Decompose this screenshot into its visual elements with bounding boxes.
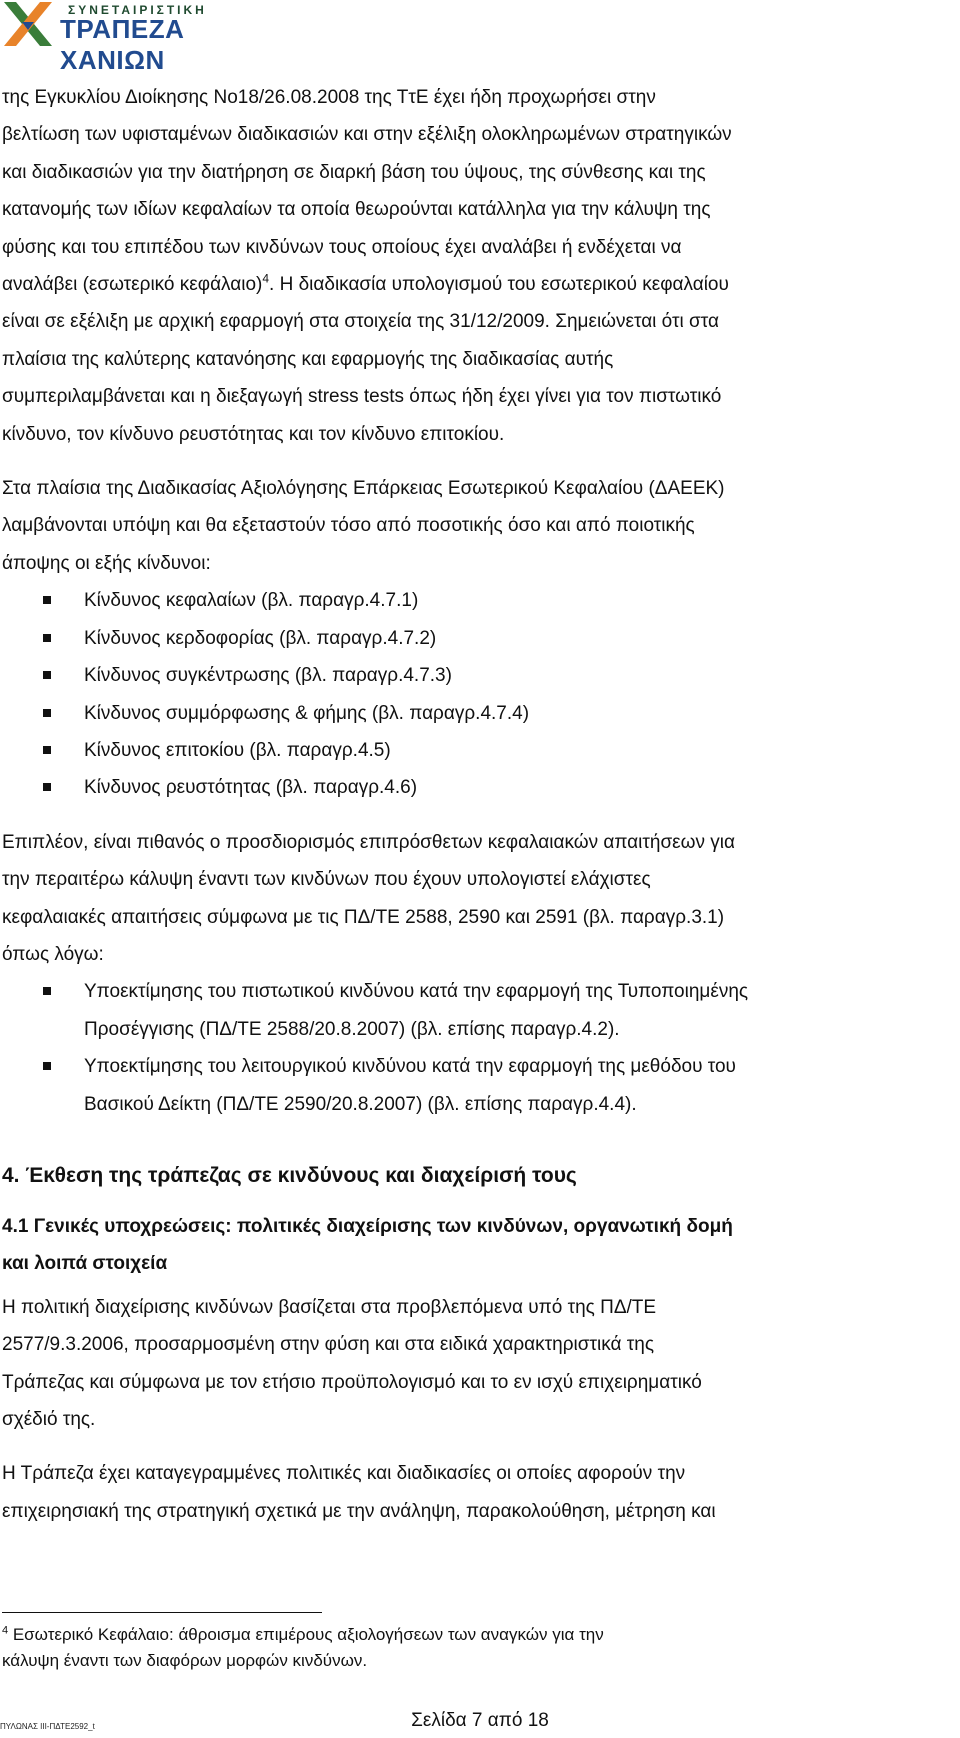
paragraph-additional-requirements xyxy=(2,824,958,974)
text-line: κεφαλαιακές απαιτήσεις σύμφωνα με τις ΠΔ/ΤΕ 2588, 2590 και 2591 (βλ. παραγρ.3.1) xyxy=(2,906,725,928)
paragraph-risk-policy xyxy=(2,1289,958,1439)
bank-logo xyxy=(0,0,260,75)
logo-mark-icon xyxy=(0,0,56,52)
bullet-square-icon xyxy=(43,987,51,995)
text-line: Η Τράπεζα έχει καταγεγραμμένες πολιτικές και διαδικασίες οι οποίες αφορούν την xyxy=(2,1463,686,1485)
text-line: Τράπεζας και σύμφωνα με τον ετήσιο προϋπολογισμό και το εν ισχύ επιχειρηματικό xyxy=(2,1371,702,1393)
text-line: Επιπλέον, είναι πιθανός ο προσδιορισμός επιπρόσθετων κεφαλαιακών απαιτήσεων για xyxy=(2,831,735,853)
paragraph-capital-process xyxy=(2,79,958,453)
text-segment: αναλάβει (εσωτερικό κεφάλαιο) xyxy=(2,274,263,296)
text-line: φύσης και του επιπέδου των κινδύνων τους οποίους έχει αναλάβει ή ενδέχεται να xyxy=(2,236,682,258)
section-heading-4: 4. Έκθεση της τράπεζας σε κινδύνους και διαχείρισή τους xyxy=(2,1163,577,1187)
risk-list xyxy=(2,582,958,806)
text-line: την περαιτέρω κάλυψη έναντι των κινδύνων που έχουν υπολογιστεί ελάχιστες xyxy=(2,869,651,891)
footnote-number: 4 xyxy=(2,1624,9,1637)
logo-subtitle: ΣΥΝΕΤΑΙΡΙΣΤΙΚΗ xyxy=(68,3,207,17)
text-line: είναι σε εξέλιξη με αρχική εφαρμογή στα στοιχεία της 31/12/2009. Σημειώνεται ότι στα xyxy=(2,311,719,333)
bullet-square-icon xyxy=(43,634,51,642)
bullet-square-icon xyxy=(43,1062,51,1070)
paragraph-procedures xyxy=(2,1455,958,1530)
logo-title: ΤΡΑΠΕΖΑ ΧΑΝΙΩΝ xyxy=(60,14,185,75)
footnote xyxy=(2,1622,958,1674)
text-line: όπως λόγω: xyxy=(2,943,104,965)
document-code: ΠΥΛΩΝΑΣ ΙΙΙ-ΠΔΤΕ2592_t xyxy=(0,1722,95,1731)
list-item: Κίνδυνος κεφαλαίων (βλ. παραγρ.4.7.1) xyxy=(2,582,958,619)
list-item: Κίνδυνος συγκέντρωσης (βλ. παραγρ.4.7.3) xyxy=(2,657,958,694)
text-line: και διαδικασιών για την διατήρηση σε διαρκή βάση του ύψους, της σύνθεσης και της xyxy=(2,161,706,183)
text-line xyxy=(2,266,958,303)
list-item: Κίνδυνος ρευστότητας (βλ. παραγρ.4.6) xyxy=(2,769,958,806)
list-item: Κίνδυνος επιτοκίου (βλ. παραγρ.4.5) xyxy=(2,732,958,769)
list-item: Κίνδυνος συμμόρφωσης & φήμης (βλ. παραγρ.4.7.4) xyxy=(2,695,958,732)
footnote-divider xyxy=(2,1612,322,1613)
section-heading-4-1 xyxy=(2,1208,958,1283)
text-line: άποψης οι εξής κίνδυνοι: xyxy=(2,552,211,574)
text-line: Η πολιτική διαχείρισης κινδύνων βασίζεται στα προβλεπόμενα υπό της ΠΔ/ΤΕ xyxy=(2,1296,657,1318)
text-line: λαμβάνονται υπόψη και θα εξεταστούν τόσο από ποσοτικής όσο και από ποιοτικής xyxy=(2,515,695,537)
footnote-line: $^4$ Εσωτερικό Κεφάλαιο: άθροισμα επιμέρους αξιολογήσεων των αναγκών για την xyxy=(2,1624,604,1644)
bullet-square-icon xyxy=(43,596,51,604)
list-item: Υποεκτίμησης του λειτουργικού κινδύνου κατά την εφαρμογή της μεθόδου του Βασικού Δείκτη (ΠΔ/ΤΕ 2590/20.8.2007) (βλ. επίσης παραγρ.4.4). xyxy=(2,1048,958,1123)
text-line: της Εγκυκλίου Διοίκησης Νο18/26.08.2008 της ΤτΕ έχει ήδη προχωρήσει στην xyxy=(2,87,656,108)
reason-list xyxy=(2,973,958,1123)
text-line: βελτίωση των υφισταμένων διαδικασιών και στην εξέλιξη ολοκληρωμένων στρατηγικών xyxy=(2,124,732,146)
text-line: κίνδυνο, τον κίνδυνο ρευστότητας και τον κίνδυνο επιτοκίου. xyxy=(2,423,505,445)
heading-line: 4.1 Γενικές υποχρεώσεις: πολιτικές διαχείρισης των κινδύνων, οργανωτική δομή xyxy=(2,1215,733,1237)
document-body xyxy=(2,79,958,1530)
list-item: Κίνδυνος κερδοφορίας (βλ. παραγρ.4.7.2) xyxy=(2,620,958,657)
list-item: Υποεκτίμησης του πιστωτικού κινδύνου κατά την εφαρμογή της Τυποποιημένης Προσέγγισης (ΠΔ/ΤΕ 2588/20.8.2007) (βλ. επίσης παραγρ.4.2). xyxy=(2,973,958,1048)
text-line: 2577/9.3.2006, προσαρμοσμένη στην φύση και στα ειδικά χαρακτηριστικά της xyxy=(2,1334,654,1356)
heading-line: και λοιπά στοιχεία xyxy=(2,1253,168,1275)
text-line: σχέδιό της. xyxy=(2,1409,96,1430)
text-line: επιχειρησιακή της στρατηγική σχετικά με την ανάληψη, παρακολούθηση, μέτρηση και xyxy=(2,1500,716,1522)
text-line: κατανομής των ιδίων κεφαλαίων τα οποία θεωρούνται κατάλληλα για την κάλυψη της xyxy=(2,199,711,221)
paragraph-icaap xyxy=(2,470,958,582)
bullet-square-icon xyxy=(43,709,51,717)
bullet-square-icon xyxy=(43,783,51,791)
bullet-square-icon xyxy=(43,671,51,679)
page-number: Σελίδα 7 από 18 xyxy=(411,1710,549,1731)
footnote-reference: 4 xyxy=(262,271,270,286)
text-line: Στα πλαίσια της Διαδικασίας Αξιολόγησης Επάρκειας Εσωτερικού Κεφαλαίου (ΔΑΕΕΚ) xyxy=(2,478,725,500)
footnote-line: κάλυψη έναντι των διαφόρων μορφών κινδύνων. xyxy=(2,1651,368,1670)
text-segment: . Η διαδικασία υπολογισμού του εσωτερικού κεφαλαίου xyxy=(269,274,729,296)
text-line: συμπεριλαμβάνεται και η διεξαγωγή stress tests όπως ήδη έχει γίνει για τον πιστωτικό xyxy=(2,386,722,408)
bullet-square-icon xyxy=(43,746,51,754)
text-line: πλαίσια της καλύτερης κατανόησης και εφαρμογής της διαδικασίας αυτής xyxy=(2,348,614,370)
